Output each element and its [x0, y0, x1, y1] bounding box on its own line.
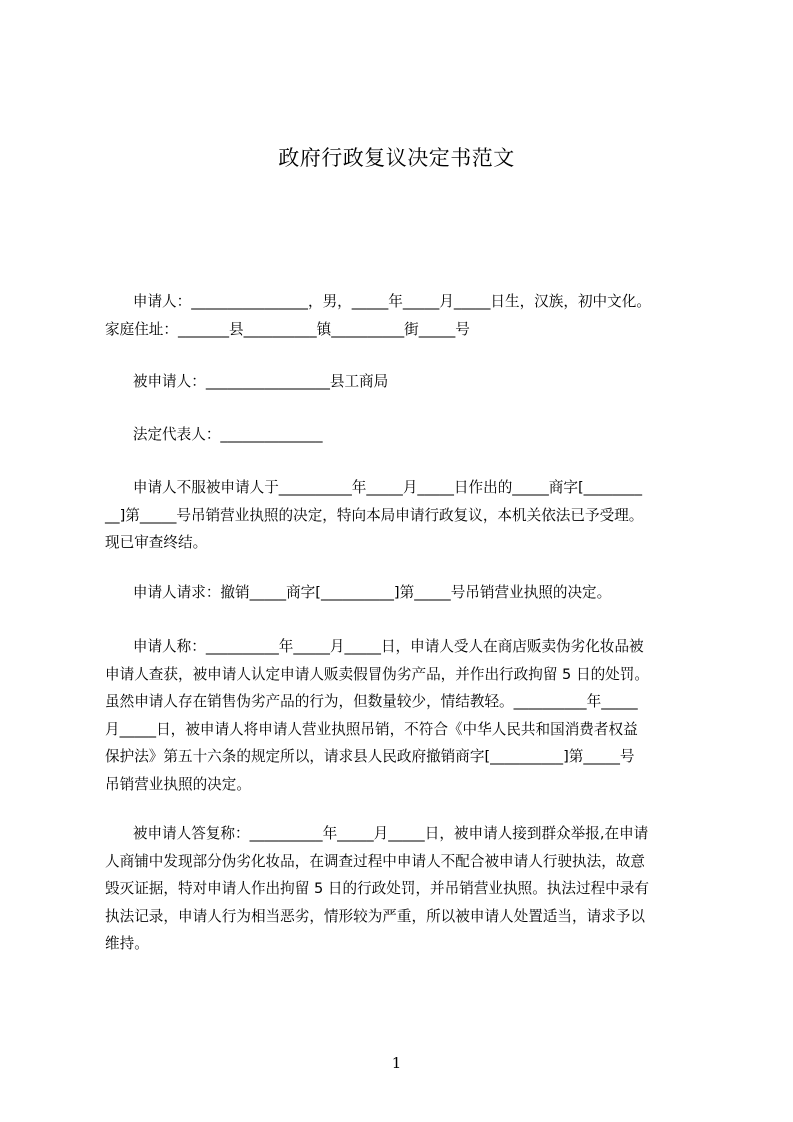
applicant-request-paragraph: 申请人请求：撤销_____商字[__________]第_____号吊销营业执照的决定。 — [105, 584, 612, 601]
page-number: 1 — [391, 1054, 402, 1072]
document-title: 政府行政复议决定书范文 — [278, 146, 515, 170]
case-acceptance-paragraph: 申请人不服被申请人于__________年_____月_____日作出的_____商字[________ __]第_____号吊销营业执照的决定，特向本局申请行政复议，本机关依法已予受理。 现已审查终结。 — [105, 479, 644, 551]
respondent-reply-paragraph: 被申请人答复称：__________年_____月_____日，被申请人接到群众举报,在申请 人商铺中发现部分伪劣化妆品，在调查过程中申请人不配合被申请人行驶执法，故意 毁灭证据，特对申请人作出拘留 5 日的行政处罚，并吊销营业执照。执法过程中录有 执法记录，申请人行为相当恶劣，情形较为严重，所以被申请人处置适当，请求予以 维持。 — [105, 825, 649, 952]
applicant-statement-paragraph: 申请人称：__________年_____月_____日，申请人受人在商店贩卖伪劣化妆品被 申请人查获，被申请人认定申请人贩卖假冒伪劣产品，并作出行政拘留 5 日的处罚。 虽然申请人存在销售伪劣产品的行为，但数量较少，情结教轻。__________年_____ 月_____日，被申请人将申请人营业执照吊销，不符合《中华人民共和国消费者权益 保护法》第五十六条的规定所以，请求县人民政府撤销商字[__________]第_____号 吊销营业执照的决定。 — [105, 638, 649, 793]
applicant-info-paragraph: 申请人：________________，男，_____年_____月_____日生，汉族，初中文化。 家庭住址：_______县__________镇__________街_____号 — [105, 293, 651, 338]
legal-representative-paragraph: 法定代表人：______________ — [105, 426, 323, 443]
respondent-paragraph: 被申请人：_________________县工商局 — [105, 373, 389, 390]
